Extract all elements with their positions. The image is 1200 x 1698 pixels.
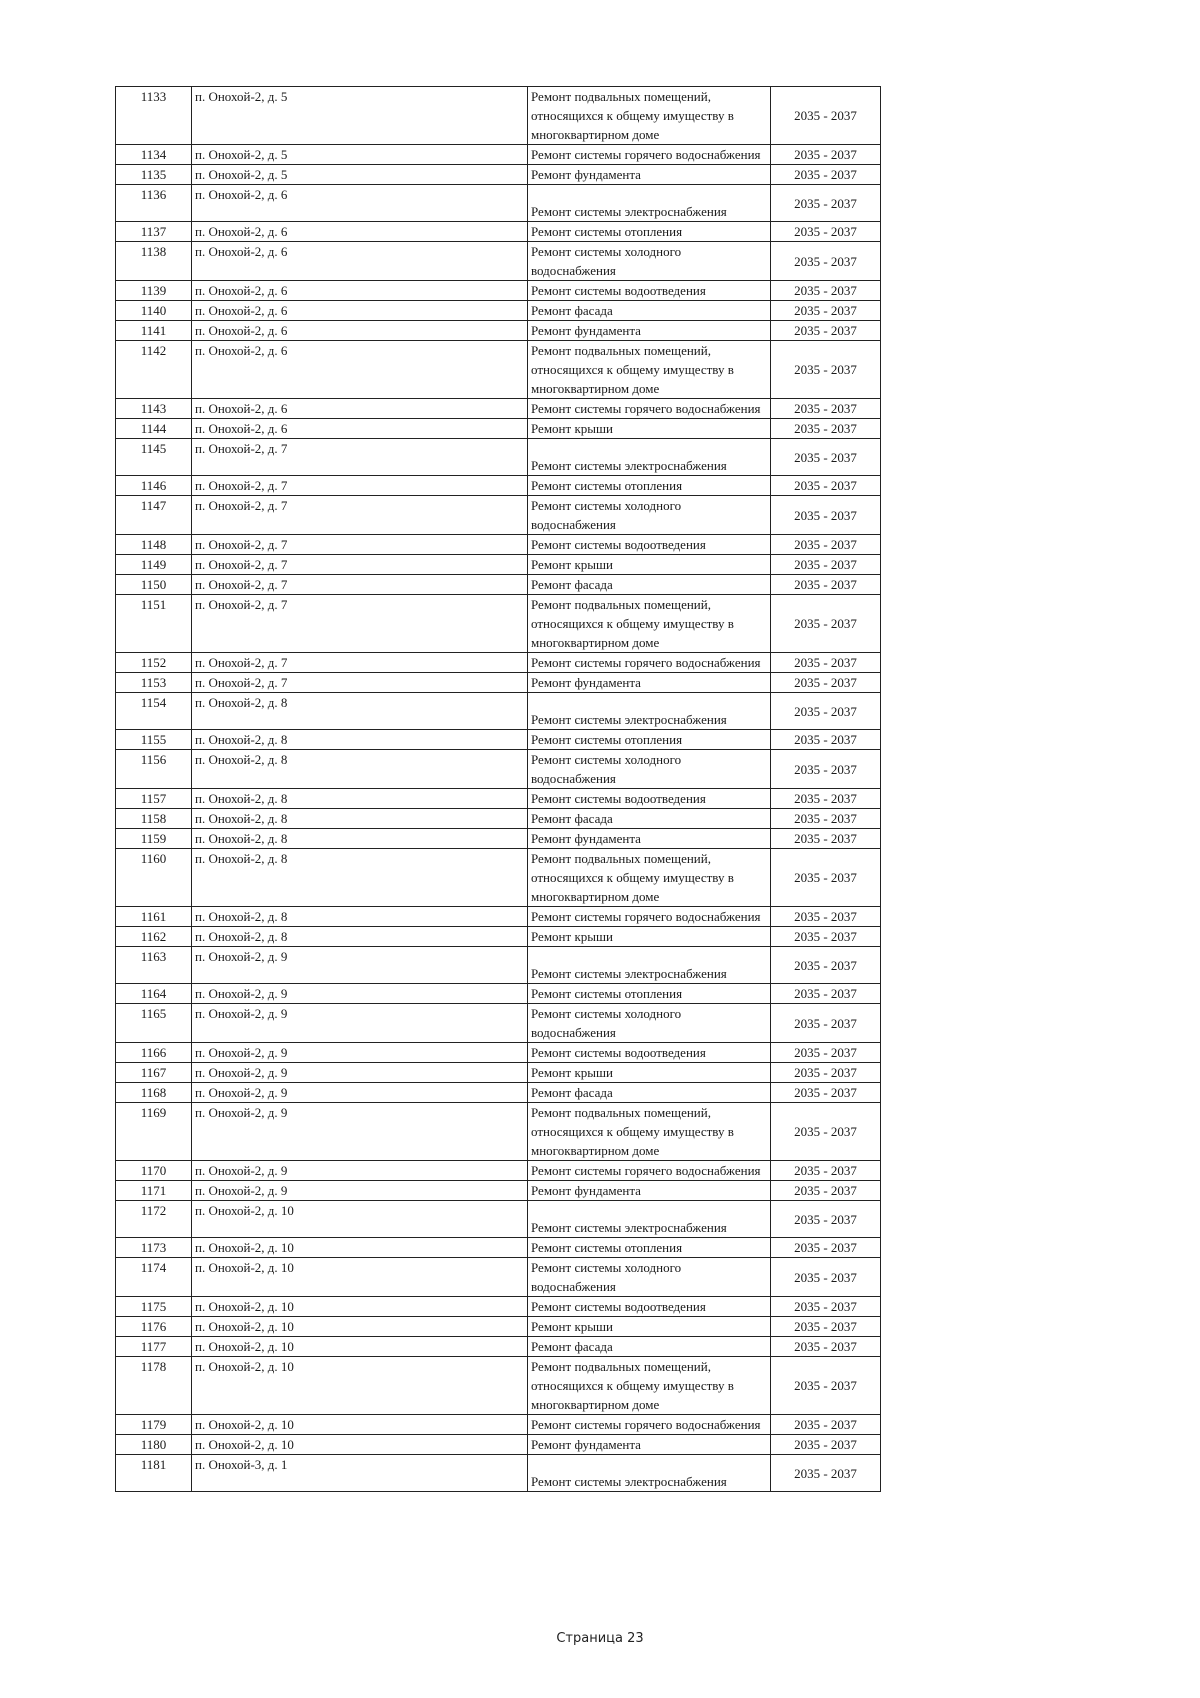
row-work-type: Ремонт подвальных помещений, относящихся к общему имуществу в многоквартирном доме (528, 1357, 771, 1415)
table-row (116, 927, 881, 947)
row-work-type: Ремонт системы горячего водоснабжения (528, 1415, 771, 1435)
row-work-type: Ремонт системы отопления (528, 730, 771, 750)
row-period: 2035 - 2037 (771, 1435, 881, 1455)
row-period: 2035 - 2037 (771, 535, 881, 555)
row-period: 2035 - 2037 (771, 1357, 881, 1415)
table-row (116, 87, 881, 145)
table-row (116, 595, 881, 653)
table-row (116, 439, 881, 476)
row-work-type: Ремонт системы холодного водоснабжения (528, 1004, 771, 1043)
row-work-type: Ремонт фундамента (528, 1181, 771, 1201)
row-address: п. Онохой-2, д. 9 (192, 984, 528, 1004)
row-work-type: Ремонт системы электроснабжения (528, 439, 771, 476)
row-work-type: Ремонт крыши (528, 927, 771, 947)
table-row (116, 321, 881, 341)
table-row (116, 165, 881, 185)
row-address: п. Онохой-2, д. 5 (192, 165, 528, 185)
table-row (116, 145, 881, 165)
row-work-type: Ремонт подвальных помещений, относящихся к общему имуществу в многоквартирном доме (528, 341, 771, 399)
table-row (116, 1337, 881, 1357)
row-period: 2035 - 2037 (771, 281, 881, 301)
row-address: п. Онохой-2, д. 7 (192, 575, 528, 595)
row-work-type: Ремонт фундамента (528, 321, 771, 341)
row-period: 2035 - 2037 (771, 1238, 881, 1258)
row-address: п. Онохой-2, д. 6 (192, 419, 528, 439)
row-number: 1173 (116, 1238, 192, 1258)
row-work-type: Ремонт крыши (528, 1317, 771, 1337)
row-number: 1136 (116, 185, 192, 222)
row-work-type: Ремонт крыши (528, 555, 771, 575)
table-row (116, 1238, 881, 1258)
row-number: 1133 (116, 87, 192, 145)
row-work-type: Ремонт системы горячего водоснабжения (528, 653, 771, 673)
table-row (116, 535, 881, 555)
table-row (116, 1317, 881, 1337)
row-work-type: Ремонт фундамента (528, 829, 771, 849)
row-period: 2035 - 2037 (771, 496, 881, 535)
row-number: 1157 (116, 789, 192, 809)
row-number: 1153 (116, 673, 192, 693)
row-number: 1158 (116, 809, 192, 829)
row-address: п. Онохой-2, д. 6 (192, 301, 528, 321)
row-period: 2035 - 2037 (771, 984, 881, 1004)
row-address: п. Онохой-2, д. 10 (192, 1415, 528, 1435)
row-number: 1162 (116, 927, 192, 947)
row-number: 1163 (116, 947, 192, 984)
row-number: 1172 (116, 1201, 192, 1238)
row-period: 2035 - 2037 (771, 829, 881, 849)
row-work-type: Ремонт подвальных помещений, относящихся к общему имуществу в многоквартирном доме (528, 87, 771, 145)
row-work-type: Ремонт системы водоотведения (528, 281, 771, 301)
row-address: п. Онохой-2, д. 8 (192, 730, 528, 750)
row-address: п. Онохой-2, д. 7 (192, 535, 528, 555)
table-row (116, 1004, 881, 1043)
row-number: 1180 (116, 1435, 192, 1455)
row-number: 1176 (116, 1317, 192, 1337)
row-number: 1134 (116, 145, 192, 165)
row-number: 1154 (116, 693, 192, 730)
row-number: 1150 (116, 575, 192, 595)
row-period: 2035 - 2037 (771, 1201, 881, 1238)
table-row (116, 1063, 881, 1083)
row-period: 2035 - 2037 (771, 907, 881, 927)
row-period: 2035 - 2037 (771, 439, 881, 476)
table-row (116, 222, 881, 242)
row-work-type: Ремонт системы горячего водоснабжения (528, 1161, 771, 1181)
row-period: 2035 - 2037 (771, 341, 881, 399)
table-row (116, 653, 881, 673)
row-work-type: Ремонт системы электроснабжения (528, 185, 771, 222)
row-number: 1144 (116, 419, 192, 439)
row-address: п. Онохой-2, д. 8 (192, 907, 528, 927)
table-row (116, 1043, 881, 1063)
row-address: п. Онохой-2, д. 8 (192, 829, 528, 849)
row-work-type: Ремонт системы электроснабжения (528, 693, 771, 730)
row-number: 1169 (116, 1103, 192, 1161)
table-row (116, 730, 881, 750)
row-address: п. Онохой-2, д. 5 (192, 145, 528, 165)
row-period: 2035 - 2037 (771, 242, 881, 281)
row-number: 1178 (116, 1357, 192, 1415)
row-address: п. Онохой-2, д. 9 (192, 1103, 528, 1161)
row-period: 2035 - 2037 (771, 693, 881, 730)
page-number: Страница 23 (556, 1631, 644, 1646)
row-period: 2035 - 2037 (771, 750, 881, 789)
row-work-type: Ремонт системы холодного водоснабжения (528, 1258, 771, 1297)
table-row (116, 1258, 881, 1297)
row-address: п. Онохой-2, д. 6 (192, 185, 528, 222)
row-work-type: Ремонт системы электроснабжения (528, 1455, 771, 1492)
row-period: 2035 - 2037 (771, 1043, 881, 1063)
row-period: 2035 - 2037 (771, 476, 881, 496)
row-number: 1164 (116, 984, 192, 1004)
row-period: 2035 - 2037 (771, 1337, 881, 1357)
row-address: п. Онохой-2, д. 8 (192, 693, 528, 730)
row-work-type: Ремонт крыши (528, 419, 771, 439)
table-row (116, 1435, 881, 1455)
row-number: 1138 (116, 242, 192, 281)
row-work-type: Ремонт системы горячего водоснабжения (528, 145, 771, 165)
row-address: п. Онохой-2, д. 9 (192, 1161, 528, 1181)
row-number: 1168 (116, 1083, 192, 1103)
row-work-type: Ремонт подвальных помещений, относящихся к общему имуществу в многоквартирном доме (528, 849, 771, 907)
table-row (116, 829, 881, 849)
row-work-type: Ремонт системы отопления (528, 984, 771, 1004)
row-period: 2035 - 2037 (771, 575, 881, 595)
row-period: 2035 - 2037 (771, 419, 881, 439)
row-work-type: Ремонт фасада (528, 809, 771, 829)
row-address: п. Онохой-2, д. 8 (192, 750, 528, 789)
row-address: п. Онохой-2, д. 7 (192, 555, 528, 575)
row-work-type: Ремонт фасада (528, 301, 771, 321)
row-period: 2035 - 2037 (771, 673, 881, 693)
table-row (116, 789, 881, 809)
row-period: 2035 - 2037 (771, 165, 881, 185)
row-address: п. Онохой-2, д. 6 (192, 222, 528, 242)
table-row (116, 673, 881, 693)
table-row (116, 907, 881, 927)
row-address: п. Онохой-2, д. 9 (192, 1004, 528, 1043)
row-work-type: Ремонт фасада (528, 1083, 771, 1103)
row-work-type: Ремонт системы горячего водоснабжения (528, 399, 771, 419)
row-period: 2035 - 2037 (771, 1103, 881, 1161)
row-period: 2035 - 2037 (771, 145, 881, 165)
row-address: п. Онохой-2, д. 10 (192, 1357, 528, 1415)
row-number: 1148 (116, 535, 192, 555)
table-row (116, 341, 881, 399)
row-address: п. Онохой-2, д. 6 (192, 399, 528, 419)
row-address: п. Онохой-2, д. 9 (192, 1083, 528, 1103)
row-number: 1156 (116, 750, 192, 789)
row-period: 2035 - 2037 (771, 809, 881, 829)
row-work-type: Ремонт системы водоотведения (528, 1297, 771, 1317)
row-work-type: Ремонт фасада (528, 1337, 771, 1357)
row-period: 2035 - 2037 (771, 1063, 881, 1083)
row-address: п. Онохой-3, д. 1 (192, 1455, 528, 1492)
row-address: п. Онохой-2, д. 9 (192, 947, 528, 984)
row-address: п. Онохой-2, д. 10 (192, 1201, 528, 1238)
table-row (116, 185, 881, 222)
table-row (116, 693, 881, 730)
row-period: 2035 - 2037 (771, 730, 881, 750)
table-row (116, 555, 881, 575)
table-row (116, 399, 881, 419)
row-number: 1135 (116, 165, 192, 185)
row-number: 1149 (116, 555, 192, 575)
row-number: 1142 (116, 341, 192, 399)
row-work-type: Ремонт системы холодного водоснабжения (528, 242, 771, 281)
row-number: 1146 (116, 476, 192, 496)
row-period: 2035 - 2037 (771, 927, 881, 947)
row-address: п. Онохой-2, д. 7 (192, 439, 528, 476)
row-number: 1177 (116, 1337, 192, 1357)
row-work-type: Ремонт системы отопления (528, 1238, 771, 1258)
row-number: 1143 (116, 399, 192, 419)
row-number: 1137 (116, 222, 192, 242)
row-work-type: Ремонт системы отопления (528, 222, 771, 242)
row-number: 1159 (116, 829, 192, 849)
row-number: 1175 (116, 1297, 192, 1317)
table-row (116, 947, 881, 984)
row-number: 1160 (116, 849, 192, 907)
row-address: п. Онохой-2, д. 10 (192, 1297, 528, 1317)
row-number: 1147 (116, 496, 192, 535)
row-work-type: Ремонт системы холодного водоснабжения (528, 496, 771, 535)
row-work-type: Ремонт системы водоотведения (528, 1043, 771, 1063)
row-address: п. Онохой-2, д. 7 (192, 595, 528, 653)
row-work-type: Ремонт системы электроснабжения (528, 1201, 771, 1238)
table-row (116, 419, 881, 439)
row-period: 2035 - 2037 (771, 1004, 881, 1043)
row-period: 2035 - 2037 (771, 399, 881, 419)
row-work-type: Ремонт подвальных помещений, относящихся к общему имуществу в многоквартирном доме (528, 1103, 771, 1161)
table-row (116, 849, 881, 907)
row-address: п. Онохой-2, д. 10 (192, 1258, 528, 1297)
row-address: п. Онохой-2, д. 7 (192, 476, 528, 496)
row-period: 2035 - 2037 (771, 1258, 881, 1297)
row-work-type: Ремонт фасада (528, 575, 771, 595)
table-row (116, 301, 881, 321)
row-period: 2035 - 2037 (771, 555, 881, 575)
row-period: 2035 - 2037 (771, 1455, 881, 1492)
row-address: п. Онохой-2, д. 10 (192, 1337, 528, 1357)
row-address: п. Онохой-2, д. 10 (192, 1435, 528, 1455)
row-period: 2035 - 2037 (771, 947, 881, 984)
row-period: 2035 - 2037 (771, 595, 881, 653)
row-number: 1140 (116, 301, 192, 321)
table-row (116, 476, 881, 496)
row-number: 1174 (116, 1258, 192, 1297)
table-row (116, 496, 881, 535)
row-number: 1165 (116, 1004, 192, 1043)
row-address: п. Онохой-2, д. 10 (192, 1238, 528, 1258)
table-row (116, 575, 881, 595)
row-address: п. Онохой-2, д. 8 (192, 809, 528, 829)
row-address: п. Онохой-2, д. 6 (192, 281, 528, 301)
row-number: 1167 (116, 1063, 192, 1083)
row-work-type: Ремонт системы горячего водоснабжения (528, 907, 771, 927)
works-table (115, 86, 881, 1492)
table-row (116, 1297, 881, 1317)
row-work-type: Ремонт системы отопления (528, 476, 771, 496)
row-number: 1166 (116, 1043, 192, 1063)
row-number: 1170 (116, 1161, 192, 1181)
row-address: п. Онохой-2, д. 9 (192, 1181, 528, 1201)
table-row (116, 984, 881, 1004)
table-row (116, 242, 881, 281)
row-period: 2035 - 2037 (771, 87, 881, 145)
row-period: 2035 - 2037 (771, 789, 881, 809)
table-row (116, 1201, 881, 1238)
row-period: 2035 - 2037 (771, 301, 881, 321)
table-row (116, 1455, 881, 1492)
row-address: п. Онохой-2, д. 6 (192, 341, 528, 399)
row-period: 2035 - 2037 (771, 1297, 881, 1317)
row-work-type: Ремонт крыши (528, 1063, 771, 1083)
table-row (116, 1103, 881, 1161)
row-address: п. Онохой-2, д. 5 (192, 87, 528, 145)
row-period: 2035 - 2037 (771, 222, 881, 242)
table-row (116, 1181, 881, 1201)
table-body (116, 87, 881, 1492)
row-work-type: Ремонт фундамента (528, 165, 771, 185)
row-address: п. Онохой-2, д. 6 (192, 321, 528, 341)
table-row (116, 1161, 881, 1181)
table-row (116, 1083, 881, 1103)
row-period: 2035 - 2037 (771, 185, 881, 222)
table-row (116, 809, 881, 829)
row-address: п. Онохой-2, д. 8 (192, 849, 528, 907)
row-address: п. Онохой-2, д. 8 (192, 927, 528, 947)
row-address: п. Онохой-2, д. 7 (192, 496, 528, 535)
table-row (116, 1357, 881, 1415)
row-period: 2035 - 2037 (771, 1083, 881, 1103)
row-work-type: Ремонт фундамента (528, 1435, 771, 1455)
row-number: 1151 (116, 595, 192, 653)
row-period: 2035 - 2037 (771, 849, 881, 907)
row-address: п. Онохой-2, д. 9 (192, 1043, 528, 1063)
row-number: 1171 (116, 1181, 192, 1201)
table-row (116, 1415, 881, 1435)
row-address: п. Онохой-2, д. 6 (192, 242, 528, 281)
table-row (116, 281, 881, 301)
row-number: 1155 (116, 730, 192, 750)
row-number: 1152 (116, 653, 192, 673)
row-address: п. Онохой-2, д. 10 (192, 1317, 528, 1337)
row-period: 2035 - 2037 (771, 1161, 881, 1181)
row-period: 2035 - 2037 (771, 1317, 881, 1337)
row-number: 1181 (116, 1455, 192, 1492)
row-number: 1141 (116, 321, 192, 341)
row-period: 2035 - 2037 (771, 1181, 881, 1201)
row-address: п. Онохой-2, д. 9 (192, 1063, 528, 1083)
table-row (116, 750, 881, 789)
row-number: 1179 (116, 1415, 192, 1435)
row-period: 2035 - 2037 (771, 321, 881, 341)
row-period: 2035 - 2037 (771, 1415, 881, 1435)
row-work-type: Ремонт системы водоотведения (528, 535, 771, 555)
row-address: п. Онохой-2, д. 7 (192, 673, 528, 693)
row-work-type: Ремонт фундамента (528, 673, 771, 693)
row-number: 1161 (116, 907, 192, 927)
row-work-type: Ремонт системы холодного водоснабжения (528, 750, 771, 789)
row-period: 2035 - 2037 (771, 653, 881, 673)
row-number: 1145 (116, 439, 192, 476)
row-address: п. Онохой-2, д. 8 (192, 789, 528, 809)
row-address: п. Онохой-2, д. 7 (192, 653, 528, 673)
row-work-type: Ремонт подвальных помещений, относящихся к общему имуществу в многоквартирном доме (528, 595, 771, 653)
row-work-type: Ремонт системы электроснабжения (528, 947, 771, 984)
row-number: 1139 (116, 281, 192, 301)
row-work-type: Ремонт системы водоотведения (528, 789, 771, 809)
